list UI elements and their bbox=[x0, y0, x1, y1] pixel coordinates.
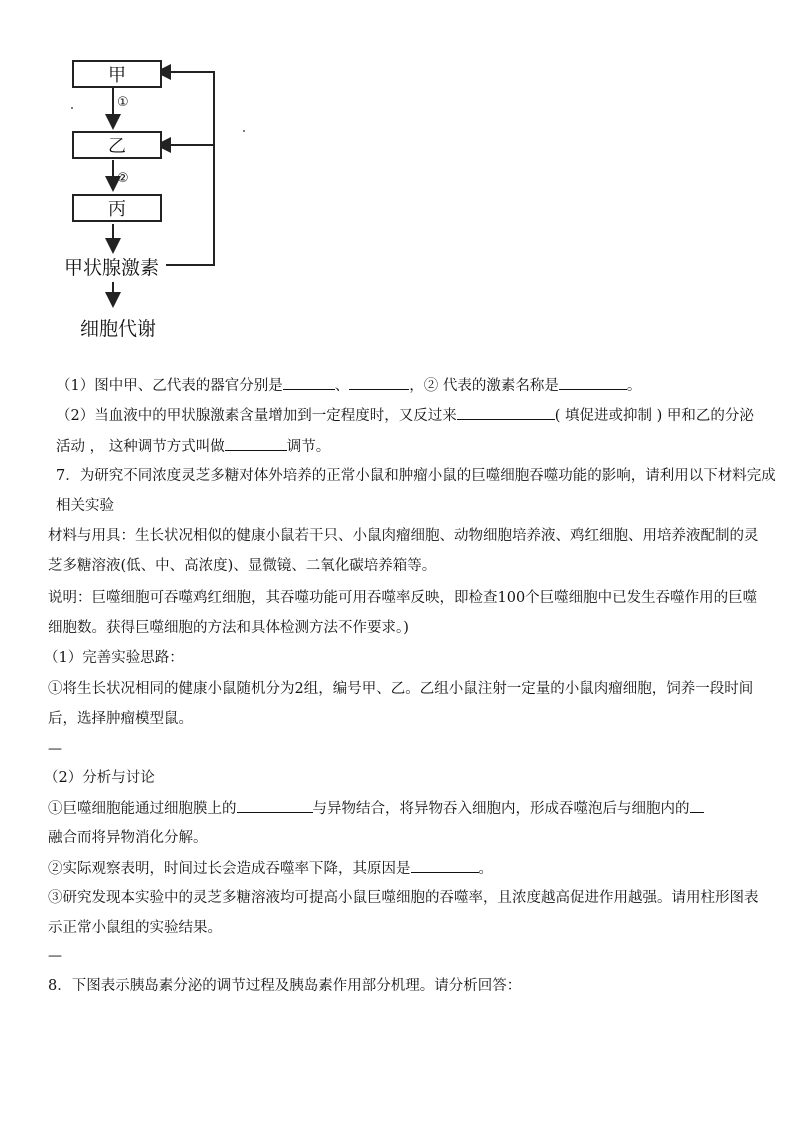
q7-part2-title: （2）分析与讨论 bbox=[44, 770, 155, 786]
q7-discussion-3: ③研究发现本实验中的灵芝多糖溶液均可提高小鼠巨噬细胞的吞噬率，且浓度越高促进作用越强。请用柱形图表 bbox=[48, 890, 759, 906]
q7-discussion-1: ①巨噬细胞能通过细胞膜上的 与异物结合，将异物吞入细胞内，形成吞噬泡后与细胞内的 bbox=[48, 798, 738, 819]
q8-title: 8．下图表示胰岛素分泌的调节过程及胰岛素作用部分机理。请分析回答： bbox=[48, 978, 522, 994]
q7-materials: 材料与用具：生长状况相似的健康小鼠若干只、小鼠肉瘤细胞、动物细胞培养液、鸡红细胞、用培养液配制的灵 bbox=[48, 528, 759, 544]
q7-note-line2: 细胞数。获得巨噬细胞的方法和具体检测方法不作要求。) bbox=[48, 620, 409, 636]
mark-2: ② bbox=[117, 171, 129, 186]
q7-note: 说明：巨噬细胞可吞噬鸡红细胞，其吞噬功能可用吞噬率反映，即检查100个巨噬细胞中已发生吞噬作用的巨噬 bbox=[48, 590, 758, 606]
q7-title-line2: 相关实验 bbox=[56, 498, 114, 514]
answer-blank[interactable] bbox=[237, 798, 313, 813]
q7-title: 7．为研究不同浓度灵芝多糖对体外培养的正常小鼠和肿瘤小鼠的巨噬细胞吞噬功能的影响，请利用以下材料完成 bbox=[56, 468, 776, 484]
box-c-label: 丙 bbox=[108, 199, 126, 220]
box-a-label: 甲 bbox=[108, 65, 126, 86]
box-b-label: 乙 bbox=[108, 136, 126, 157]
box-b bbox=[72, 131, 162, 159]
q7-materials-line2: 芝多糖溶液(低、中、高浓度)、显微镜、二氧化碳培养箱等。 bbox=[48, 558, 437, 574]
answer-blank[interactable] bbox=[690, 798, 704, 813]
box-a bbox=[72, 60, 162, 88]
metabolism-label: 细胞代谢 bbox=[80, 318, 157, 340]
answer-blank[interactable] bbox=[225, 436, 287, 451]
hormone-label: 甲状腺激素 bbox=[64, 257, 160, 279]
q7-discussion-2: ②实际观察表明，时间过长会造成吞噬率下降，其原因是 。 bbox=[48, 858, 738, 879]
answer-dash[interactable]: — bbox=[48, 948, 62, 964]
diagram-arrows bbox=[0, 0, 300, 360]
answer-dash[interactable]: — bbox=[48, 741, 62, 757]
q7-step1: ①将生长状况相同的健康小鼠随机分为2组，编号甲、乙。乙组小鼠注射一定量的小鼠肉瘤细胞，饲养一段时间 bbox=[48, 681, 754, 697]
q6-part2-line2: 活动 ， 这种调节方式叫做 调节。 bbox=[56, 436, 746, 457]
box-c bbox=[72, 194, 162, 222]
answer-blank[interactable] bbox=[283, 375, 335, 390]
q7-discussion-3-line2: 示正常小鼠组的实验结果。 bbox=[48, 920, 222, 936]
q7-discussion-1-line2: 融合而将异物消化分解。 bbox=[48, 830, 208, 846]
hormone-regulation-diagram bbox=[0, 0, 300, 360]
q6-part1: （1）图中甲、乙代表的器官分别是 、 ，② 代表的激素名称是 。 bbox=[56, 375, 746, 396]
q6-part2: （2）当血液中的甲状腺激素含量增加到一定程度时，又反过来 ( 填促进或抑制 ) 甲和乙的分泌 bbox=[56, 405, 746, 426]
answer-blank[interactable] bbox=[349, 375, 409, 390]
answer-blank[interactable] bbox=[411, 858, 479, 873]
feedback-to-a bbox=[157, 72, 214, 265]
q7-part1-title: （1）完善实验思路： bbox=[44, 650, 184, 666]
q7-step1-line2: 后，选择肿瘤模型鼠。 bbox=[48, 711, 193, 727]
answer-blank[interactable] bbox=[457, 405, 555, 420]
mark-1: ① bbox=[117, 95, 129, 110]
answer-blank[interactable] bbox=[559, 375, 627, 390]
